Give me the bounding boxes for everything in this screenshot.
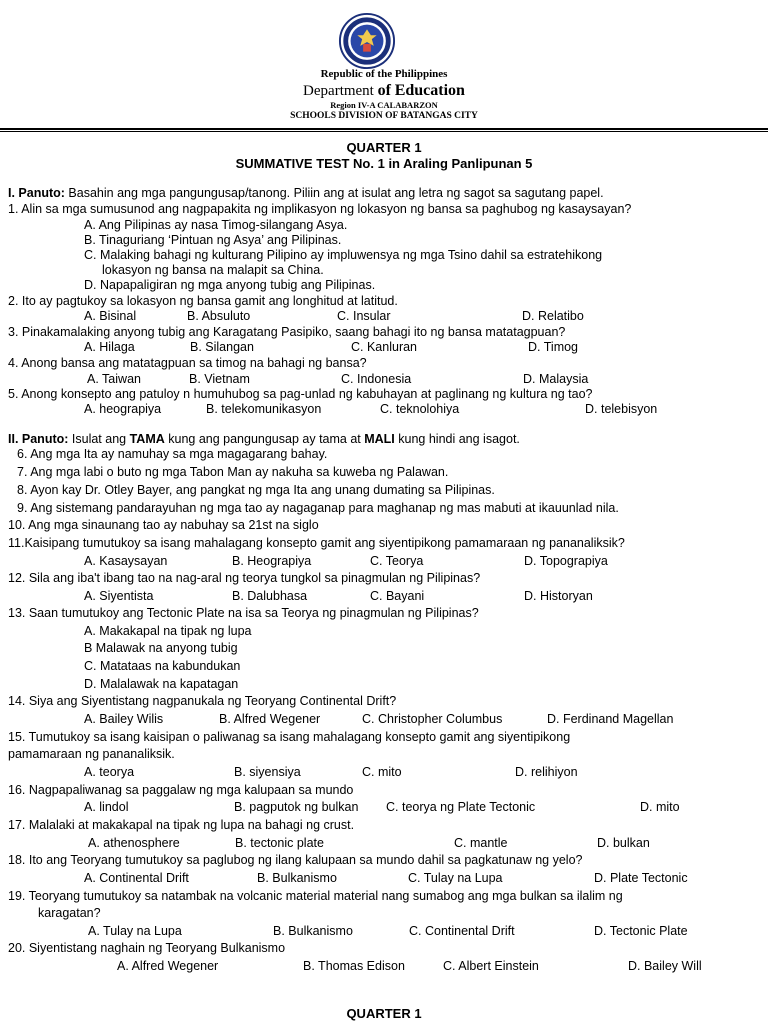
q1-option-d: D. Napapaligiran ng mga anyong tubig ang Pilipinas.: [84, 278, 376, 292]
question-15-cont: pamamaraan ng pananaliksik.: [8, 747, 175, 761]
question-8: 8. Ayon kay Dr. Otley Bayer, ang pangkat ng mga Ita ang unang dumating sa Pilipinas.: [17, 483, 495, 497]
q20-option-d: D. Bailey Will: [628, 959, 702, 973]
q17-option-c: C. mantle: [454, 836, 508, 850]
q19-option-c: C. Continental Drift: [409, 924, 515, 938]
question-20: 20. Siyentistang naghain ng Teoryang Bulkanismo: [8, 941, 286, 955]
q4-option-a: A. Taiwan: [87, 372, 141, 386]
question-16: 16. Nagpapaliwanag sa paggalaw ng mga kalupaan sa mundo: [8, 783, 354, 797]
q1-option-b: B. Tinaguriang ‘Pintuan ng Asya’ ang Pilipinas.: [84, 233, 342, 247]
question-4: 4. Anong bansa ang matatagpuan sa timog na bahagi ng bansa?: [8, 356, 367, 370]
question-7: 7. Ang mga labi o buto ng mga Tabon Man ay nakuha sa kuweba ng Palawan.: [17, 465, 449, 479]
question-6: 6. Ang mga Ita ay namuhay sa mga magagarang bahay.: [17, 447, 328, 461]
q12-option-d: D. Historyan: [524, 589, 593, 603]
q20-option-c: C. Albert Einstein: [443, 959, 539, 973]
q11-option-c: C. Teorya: [370, 554, 424, 568]
q5-option-a: A. heograpiya: [84, 402, 162, 416]
question-10: 10. Ang mga sinaunang tao ay nabuhay sa 21st na siglo: [8, 518, 319, 532]
part2-instr-2: kung ang pangungusap ay tama at: [164, 432, 365, 446]
q16-option-d: D. mito: [640, 800, 680, 814]
q14-option-d: D. Ferdinand Magellan: [547, 712, 674, 726]
part2-instr-1: Isulat ang: [68, 432, 130, 446]
region-label: Region IV-A CALABARZON: [330, 100, 438, 110]
header-rule-thin: [0, 131, 768, 132]
q13-option-c: C. Matataas na kabundukan: [84, 659, 241, 673]
quarter-title-bottom: QUARTER 1: [346, 1006, 422, 1021]
republic-label: Republic of the Philippines: [320, 68, 448, 80]
q14-option-a: A. Bailey Wilis: [84, 712, 164, 726]
q17-option-d: D. bulkan: [597, 836, 650, 850]
q16-option-b: B. pagputok ng bulkan: [234, 800, 359, 814]
q11-option-a: A. Kasaysayan: [84, 554, 168, 568]
q3-option-a: A. Hilaga: [84, 340, 135, 354]
q15-option-a: A. teorya: [84, 765, 135, 779]
dept-of: of: [377, 82, 391, 99]
part2-instr-3: kung hindi ang isagot.: [394, 432, 520, 446]
q5-option-c: C. teknolohiya: [380, 402, 460, 416]
division-label: SCHOOLS DIVISION OF BATANGAS CITY: [290, 111, 478, 121]
dept-name: Education: [394, 82, 465, 99]
q20-option-a: A. Alfred Wegener: [117, 959, 219, 973]
q3-option-b: B. Silangan: [190, 340, 254, 354]
question-1: 1. Alin sa mga sumusunod ang nagpapakita ng implikasyon ng lokasyon ng bansa sa paghubog ng kasaysayan?: [8, 202, 632, 216]
question-5: 5. Anong konsepto ang patuloy n humuhubog sa pag-unlad ng kabuhayan at paglinang ng kultura ng tao?: [8, 387, 593, 401]
q18-option-a: A. Continental Drift: [84, 871, 189, 885]
part1-label: I. Panuto:: [8, 186, 65, 200]
dept-prefix: Department: [303, 83, 374, 99]
q18-option-d: D. Plate Tectonic: [594, 871, 688, 885]
q14-option-c: C. Christopher Columbus: [362, 712, 503, 726]
question-13: 13. Saan tumutukoy ang Tectonic Plate na isa sa Teorya ng pinagmulan ng Pilipinas?: [8, 606, 479, 620]
q4-option-d: D. Malaysia: [523, 372, 589, 386]
part2-tama: TAMA: [129, 432, 165, 446]
q11-option-b: B. Heograpiya: [232, 554, 312, 568]
q15-option-d: D. relihiyon: [515, 765, 578, 779]
part2-mali: MALI: [364, 432, 395, 446]
q18-option-c: C. Tulay na Lupa: [408, 871, 503, 885]
question-9: 9. Ang sistemang pandarayuhan ng mga tao ay nagaganap para maghanap ng mas mabuti at ikauunlad nila.: [17, 501, 619, 515]
q2-option-a: A. Bisinal: [84, 309, 137, 323]
question-11: 11.Kaisipang tumutukoy sa isang mahalagang konsepto gamit ang siyentipikong pamamaraan ng pananaliksik?: [8, 536, 625, 550]
q11-option-d: D. Topograpiya: [524, 554, 608, 568]
question-19: 19. Teoryang tumutukoy sa natambak na volcanic material material nang sumabog ang mga bulkan sa ilalim ng: [8, 889, 623, 903]
question-18: 18. Ito ang Teoryang tumutukoy sa paglubog ng ilang kalupaan sa mundo dahil sa pagkatunaw ng yelo?: [8, 853, 583, 867]
q4-option-b: B. Vietnam: [189, 372, 250, 386]
part2-instruction: [8, 432, 520, 447]
header-rule-thick: [0, 128, 768, 130]
q13-option-a: A. Makakapal na tipak ng lupa: [84, 624, 252, 638]
q2-option-c: C. Insular: [337, 309, 391, 323]
question-3: 3. Pinakamalaking anyong tubig ang Karagatang Pasipiko, saang bahagi ito ng bansa matatagpuan?: [8, 325, 566, 339]
q12-option-c: C. Bayani: [370, 589, 425, 603]
q1-option-c: C. Malaking bahagi ng kulturang Pilipino ay impluwensya ng mga Tsino dahil sa estratehikong: [84, 248, 603, 262]
question-14: 14. Siya ang Siyentistang nagpanukala ng Teoryang Continental Drift?: [8, 694, 397, 708]
q15-option-c: C. mito: [362, 765, 402, 779]
q18-option-b: B. Bulkanismo: [257, 871, 337, 885]
q3-option-c: C. Kanluran: [351, 340, 418, 354]
department-title: [0, 82, 768, 100]
question-15: 15. Tumutukoy sa isang kaisipan o paliwanag sa isang mahalagang konsepto gamit ang siyentipikong: [8, 730, 571, 744]
q3-option-d: D. Timog: [528, 340, 579, 354]
q2-option-d: D. Relatibo: [522, 309, 584, 323]
q5-option-b: B. telekomunikasyon: [206, 402, 322, 416]
q19-option-d: D. Tectonic Plate: [594, 924, 688, 938]
test-title: SUMMATIVE TEST No. 1 in Araling Panlipunan 5: [235, 156, 533, 171]
q19-option-a: A. Tulay na Lupa: [88, 924, 182, 938]
q2-option-b: B. Absuluto: [187, 309, 251, 323]
q17-option-b: B. tectonic plate: [235, 836, 324, 850]
part1-instruction-text: Basahin ang mga pangungusap/tanong. Piliin ang at isulat ang letra ng sagot sa sagutang papel.: [64, 186, 604, 200]
q12-option-a: A. Siyentista: [84, 589, 154, 603]
q13-option-b: B Malawak na anyong tubig: [84, 641, 238, 655]
part1-instruction: [8, 186, 604, 201]
q20-option-b: B. Thomas Edison: [303, 959, 405, 973]
q14-option-b: B. Alfred Wegener: [219, 712, 321, 726]
q19-option-b: B. Bulkanismo: [273, 924, 353, 938]
quarter-title: QUARTER 1: [346, 140, 422, 155]
question-12: 12. Sila ang iba't ibang tao na nag-aral ng teorya tungkol sa pinagmulan ng Pilipinas?: [8, 571, 481, 585]
q13-option-d: D. Malalawak na kapatagan: [84, 677, 239, 691]
q15-option-b: B. siyensiya: [234, 765, 301, 779]
deped-seal-icon: [338, 12, 396, 70]
q17-option-a: A. athenosphere: [88, 836, 180, 850]
question-19-cont: karagatan?: [38, 906, 101, 920]
question-17: 17. Malalaki at makakapal na tipak ng lupa na bahagi ng crust.: [8, 818, 355, 832]
q16-option-c: C. teorya ng Plate Tectonic: [386, 800, 536, 814]
question-2: 2. Ito ay pagtukoy sa lokasyon ng bansa gamit ang longhitud at latitud.: [8, 294, 398, 308]
q4-option-c: C. Indonesia: [341, 372, 412, 386]
q5-option-d: D. telebisyon: [585, 402, 658, 416]
q1-option-a: A. Ang Pilipinas ay nasa Timog-silangang Asya.: [84, 218, 348, 232]
q1-option-c-cont: lokasyon ng bansa na malapit sa China.: [102, 263, 324, 277]
part2-label: II. Panuto:: [8, 432, 69, 446]
q16-option-a: A. lindol: [84, 800, 129, 814]
q12-option-b: B. Dalubhasa: [232, 589, 308, 603]
